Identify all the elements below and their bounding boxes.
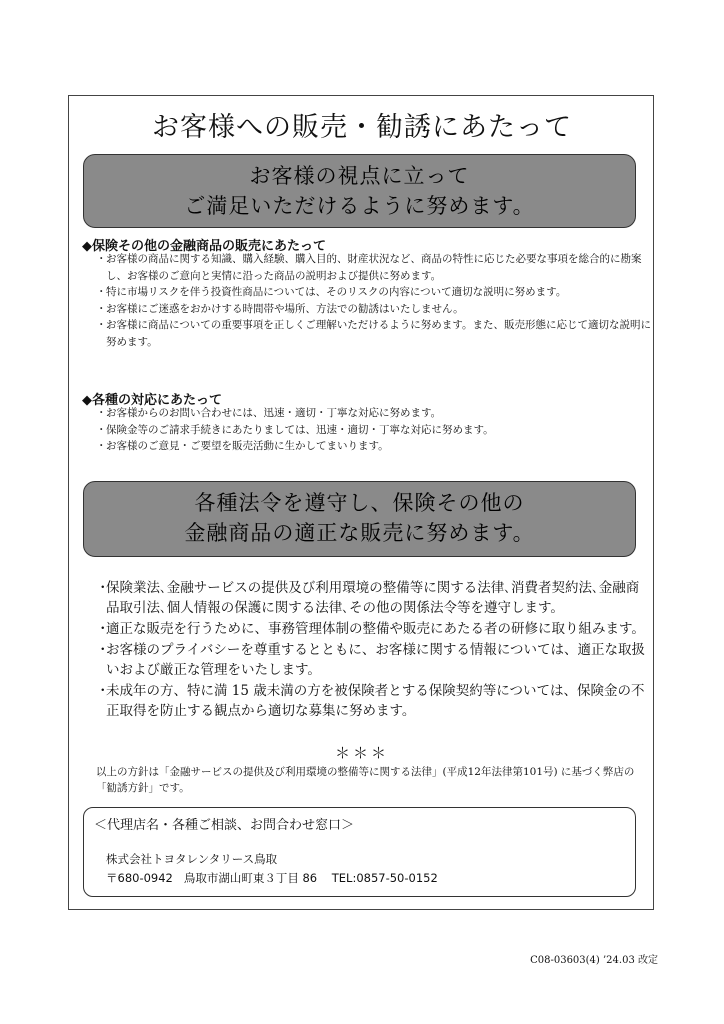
compliance-bullet-list — [96, 578, 652, 722]
banner-line: 各種法令を遵守し、保険その他の — [194, 491, 525, 515]
separator-stars: ＊＊＊ — [334, 744, 389, 762]
banner-compliance — [83, 481, 636, 557]
section-heading-response: ◆各種の対応にあたって — [82, 393, 222, 408]
agency-name: 株式会社トヨタレンタリース鳥取 — [106, 852, 278, 866]
policy-note: 以上の方針は「金融サービスの提供及び利用環境の整備等に関する法律」(平成12年法律第101号) に基づく弊店の「勧誘方針」です。 — [96, 766, 635, 794]
list-item: ・ お客様のご意見・ご要望を販売活動に生かしてまいります。 — [96, 440, 389, 452]
list-item: ・ 保険業法､金融サービスの提供及び利用環境の整備等に関する法律､消費者契約法､金融商品取引法､個人情報の保護に関する法律､その他の関係法令等を遵守します。 — [96, 580, 640, 616]
document-code: C08-03603(4) ’24.03 改定 — [530, 955, 658, 966]
banner-line: ご満足いただけるように努めます。 — [184, 194, 535, 218]
list-item: ・ 保険金等のご請求手続きにあたりましては、迅速・適切・丁寧な対応に努めます。 — [96, 423, 494, 436]
list-item: ・ 未成年の方、特に満 15 歳未満の方を被保険者とする保険契約等については、保険金の不正取得を防止する観点から適切な募集に努めます。 — [96, 683, 645, 719]
list-item: ・ お客様の商品に関する知識、購入経験、購入目的、財産状況など、商品の特性に応じた必要な事項を総合的に勘案し、お客様のご意向と実情に沿った商品の説明および提供に努めます。 — [96, 253, 642, 282]
list-item: ・ お客様のプライバシーを尊重するとともに、お客様に関する情報については、適正な取扱いおよび厳正な管理をいたします。 — [96, 642, 646, 678]
list-item: ・ 特に市場リスクを伴う投資性商品については、そのリスクの内容について適切な説明に努めます。 — [96, 286, 567, 298]
contact-box — [83, 807, 636, 897]
response-bullet-list — [96, 405, 652, 455]
list-item: ・ お客様に商品についての重要事項を正しくご理解いただけるように努めます。また、販売形態に応じて適切な説明に努めます。 — [96, 319, 651, 348]
agency-address: 〒680-0942 鳥取市湖山町東３丁目 86 TEL:0857-50-0152 — [106, 871, 438, 885]
banner-customer-perspective — [83, 154, 636, 228]
list-item: ・ お客様からのお問い合わせには、迅速・適切・丁寧な対応に努めます。 — [96, 407, 442, 419]
sales-bullet-list — [96, 251, 652, 350]
list-item: ・ お客様にご迷惑をおかけする時間帯や場所、方法での勧誘はいたしません。 — [96, 302, 464, 315]
banner-line: お客様の視点に立って — [249, 164, 470, 188]
contact-title: ＜代理店名・各種ご相談、お問合わせ窓口＞ — [94, 818, 355, 833]
banner-line: 金融商品の適正な販売に努めます。 — [184, 521, 535, 545]
list-item: ・ 適正な販売を行うために、事務管理体制の整備や販売にあたる者の研修に取り組みます。 — [96, 621, 645, 637]
section-heading-sales: ◆保険その他の金融商品の販売にあたって — [82, 239, 326, 254]
page-title: お客様への販売・勧誘にあたって — [152, 112, 572, 143]
